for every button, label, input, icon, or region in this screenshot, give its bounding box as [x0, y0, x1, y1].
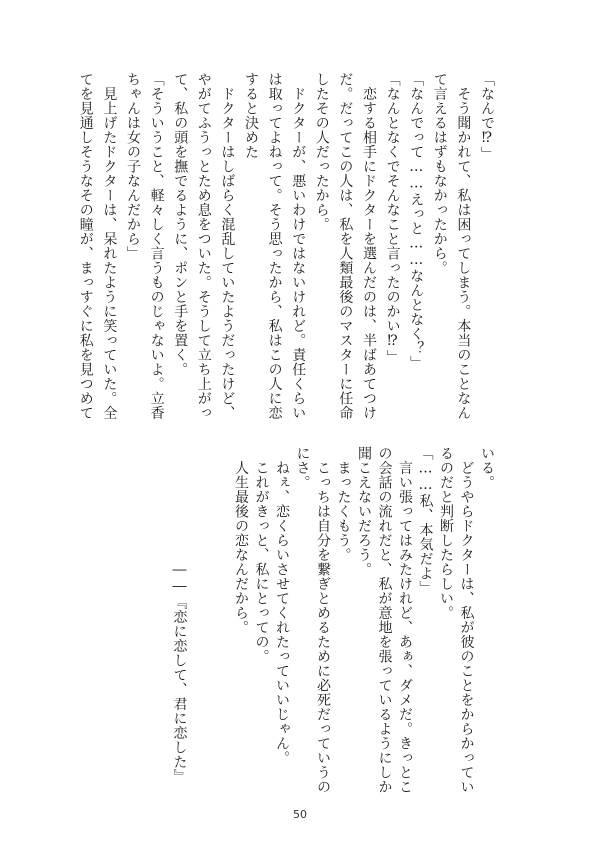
- page-number: 50: [293, 808, 307, 821]
- text-column: て、私の頭を撫でるように、ポンと手を置く。: [172, 72, 189, 377]
- text-column: まったくもう。: [335, 446, 352, 562]
- text-column: にさ。: [294, 446, 311, 490]
- text-column: どうやらドクターは、私が彼のことをからかってい: [458, 446, 475, 794]
- text-column: 「……私、本気だよ」: [417, 446, 434, 595]
- text-column: ちゃんは女の子なんだから」: [125, 72, 141, 261]
- text-column: いる。: [479, 446, 495, 490]
- text-column: の会話の流れだと、私が意地を張っているようにしか: [376, 446, 393, 794]
- text-column: 見上げたドクターは、呆れたように笑っていた。全: [101, 72, 118, 420]
- text-column: 「なんとなくでそんなこと言ったのかい⁉」: [384, 72, 401, 364]
- text-column: 聞こえないだろう。: [356, 446, 372, 577]
- text-column: やがてふうっとため息をついた。そうして立ち上がっ: [195, 72, 212, 420]
- text-column: ドクターはしばらく混乱していたようだったけど、: [219, 72, 236, 420]
- text-column: [191, 446, 209, 784]
- text-column: 「なんでって……えっと……なんとなく？」: [408, 72, 425, 370]
- upper-text-block: [70, 72, 496, 420]
- text-column: は取ってよねって。そう思ったから、私はこの人に恋: [266, 72, 283, 420]
- lower-text-block: [170, 446, 496, 794]
- text-column: 人生最後の恋なんだから。: [233, 446, 249, 635]
- text-column: こっちは自分を繋ぎとめるために必死だっていうの: [315, 446, 331, 794]
- text-column: [212, 446, 230, 784]
- text-column: ドクターが、悪いわけではないけれど。責任くらい: [290, 72, 307, 420]
- text-column: 「なんで⁉」: [479, 72, 495, 161]
- text-column: 言い張ってはみたけれど、あぁ、ダメだ。きっとこ: [397, 446, 413, 794]
- text-column: すると決めた: [243, 72, 259, 159]
- text-column: るのだと判断したらしい。: [438, 446, 454, 620]
- text-column: て言えるはずもなかったから。: [431, 72, 448, 275]
- text-column: そう聞かれて、私は困ってしまう。本当のことなん: [455, 72, 472, 420]
- text-column: ――『恋に恋して、君に恋した』: [171, 446, 188, 784]
- text-column: ねぇ、恋くらいさせてくれたっていいじゃん。: [274, 446, 290, 765]
- text-column: 恋する相手にドクターを選んだのは、半ばあてつけ: [361, 72, 377, 420]
- text-column: てを見通しそうなその瞳が、まっすぐに私を見つめて: [77, 72, 94, 420]
- text-column: これがきっと、私にとっての。: [253, 446, 270, 664]
- text-column: だ。だってこの人は、私を人類最後のマスターに任命: [337, 72, 354, 420]
- text-column: したその人だったから。: [313, 72, 330, 232]
- text-column: 「そういうこと、軽々しく言うものじゃないよ。立香: [148, 72, 165, 420]
